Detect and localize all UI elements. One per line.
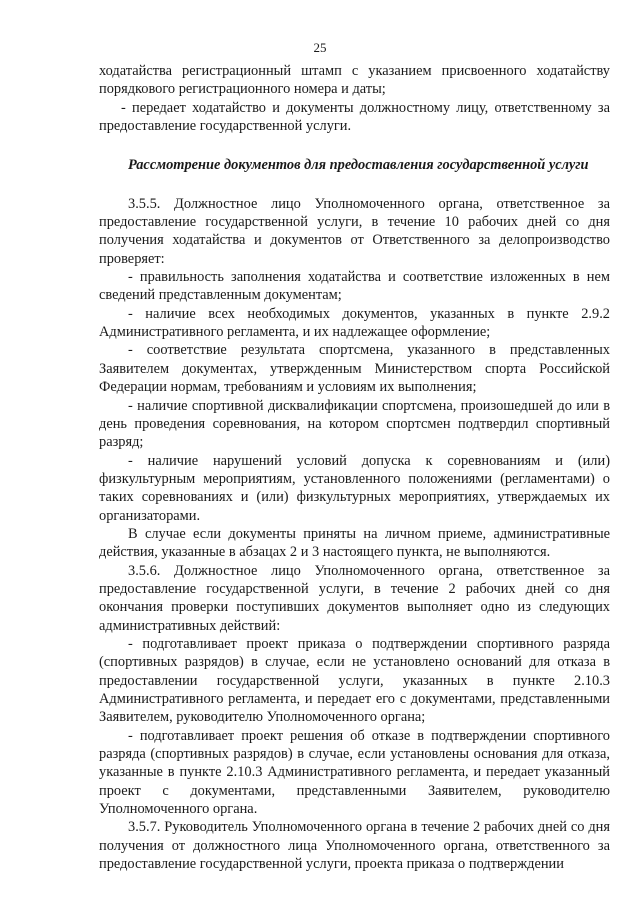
paragraph: В случае если документы приняты на личном приеме, административные действия, указанные в абзацах 2 и 3 настоящего пункта, не выполняются. (99, 525, 610, 561)
section-heading: Рассмотрение документов для предоставления государственной услуги (128, 157, 589, 174)
spacer (99, 135, 610, 156)
list-item: - подготавливает проект приказа о подтверждении спортивного разряда (спортивных разрядов) в случае, если не установлено оснований для отказа в предоставлении государственной услуги, указанных в пункте 2.10.3 Административного регламента, и передает его с документами, представленными Заявителем, руководителю Уполномоченного органа; (99, 635, 610, 726)
list-item: - соответствие результата спортсмена, указанного в представленных Заявителем документах, утвержденным Министерством спорта Российской Федерации нормам, требованиям и условиям их выполнения; (99, 342, 610, 396)
document-body (99, 62, 610, 873)
spacer (99, 175, 610, 195)
paragraph: 3.5.5. Должностное лицо Уполномоченного органа, ответственное за предоставление государственной услуги, в течение 10 рабочих дней со дня получения ходатайства и документов от Ответственного за делопроизводство проверяет: (99, 195, 610, 267)
list-item: - правильность заполнения ходатайства и соответствие изложенных в нем сведений представленным документам; (99, 269, 610, 304)
list-item: - наличие нарушений условий допуска к соревнованиям и (или) физкультурным мероприятиям, установленного положениями (регламентами) о таких соревнованиях и (или) физкультурных мероприятиях, утверждаемых их организаторами. (99, 452, 610, 524)
list-item: - наличие всех необходимых документов, указанных в пункте 2.9.2 Административного регламента, и их надлежащее оформление; (99, 305, 610, 341)
paragraph: 3.5.7. Руководитель Уполномоченного органа в течение 2 рабочих дней со дня получения от должностного лица Уполномоченного органа, ответственного за предоставление государственной услуги, проекта приказа о подтверждении (99, 819, 610, 873)
paragraph: ходатайства регистрационный штамп с указанием присвоенного ходатайству порядкового регистрационного номера и даты; (99, 63, 610, 98)
paragraph: 3.5.6. Должностное лицо Уполномоченного органа, ответственное за предоставление государственной услуги, в течение 2 рабочих дней со дня окончания проверки поступивших документов выполняет одно из следующих административных действий: (99, 562, 610, 634)
list-item: - подготавливает проект решения об отказе в подтверждении спортивного разряда (спортивных разрядов) в случае, если установлены основания для отказа, указанные в пункте 2.10.3 Административного регламента, и передает указанный проект с документами, представленными Заявителем, руководителю Уполномоченного органа. (99, 727, 610, 818)
page-number: 25 (313, 40, 327, 55)
list-item: - наличие спортивной дисквалификации спортсмена, произошедшей до или в день проведения соревнования, на котором спортсмен подтвердил спортивный разряд; (99, 397, 610, 451)
paragraph: - передает ходатайство и документы должностному лицу, ответственному за предоставление государственной услуги. (99, 99, 610, 135)
